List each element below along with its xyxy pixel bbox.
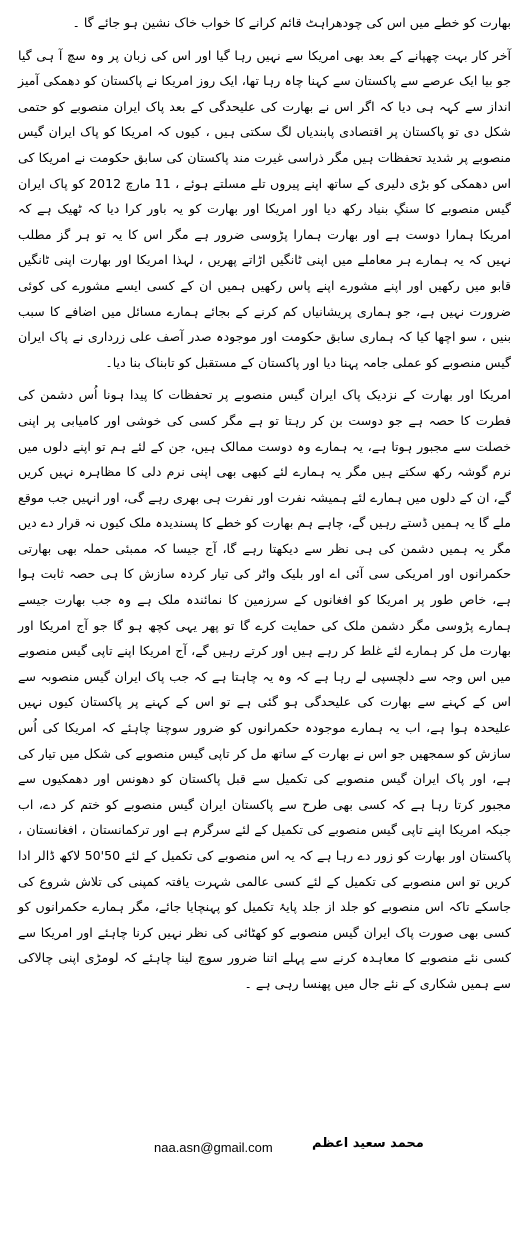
article-paragraph: آخر کار بہت چھپانے کے بعد بھی امریکا سے نہیں رہا گیا اور اس کی زبان پر وہ سچ آ ہی گیا جو بیا ایک عرصے سے پاکستان سے کہنا چاہ رہا تھا، ایک روز امریکا نے پاکستان کو دھمکی آمیز انداز سے کہہ ہی دیا کہ اگر اس نے بھارت کی علیحدگی کے بعد پاک ایران منصوبے کو حتمی شکل دی تو پاکستان پر اقتصادی پابندیاں لگ سکتی ہیں ، کیوں کہ امریکا کو پاک ایران گیس منصوبے پر شدید تحفظات ہیں مگر ذراسی غیرت مند پاکستان کی سابق حکومت نے امریکا کی اس دھمکی کو بڑی دلیری کے ساتھ اپنے پیروں تلے مسلتے ہوئے ، 11 مارچ 2012 کو پاک ایران گیس منصوبے کا سنگِ بنیاد رکھ دیا اور امریکا اور بھارت کو یہ باور کرا دیا کہ ٹھیک ہے کہ امریکا ہمارا دوست ہے اور بھارت ہمارا پڑوسی ضرور ہے مگر اس کا یہ تو ہر گز مطلب نہیں کہ یہ ہمارے ہر معاملے میں اپنی ٹانگیں اڑاتے پھریں ، لہذا امریکا اور بھارت اپنی ٹانگیں قابو میں رکھیں اور اپنے مشورے اپنے پاس رکھیں ہمیں ان کے کسی ایسے مشورے کی کوئی ضرورت نہیں ہے، جو ہماری پریشانیاں کم کرنے کے بجائے ہمارے مسائل میں اضافے کا سبب بنیں ، سو اچھا کیا کہ ہماری سابق حکومت اور موجودہ صدر آصف علی زرداری نے پاک ایران گیس منصوبے کو عملی جامہ پہنا دیا اور پاکستان کے مستقبل کو تابناک بنا دیا۔ [18,47,511,370]
article-body [18,10,511,997]
article-signature [0,1134,529,1164]
article-intro-line: بھارت کو خطے میں اس کی چودھراہٹ قائم کرانے کا خواب خاک نشین ہو جائے گا ۔ [72,15,511,30]
author-email: naa.asn@gmail.com [154,1140,273,1155]
article-paragraph: امریکا اور بھارت کے نزدیک پاک ایران گیس منصوبے پر تحفظات کا پیدا ہونا اُس دشمن کی فطرت کا حصہ ہے جو دوست بن کر رہتا تو ہے مگر کسی کی خوشی اور کامیابی پر اپنی خصلت سے مجبور ہوتا ہے، یہ ہمارے وہ دوست ممالک ہیں، جن کے لئے ہم تو اپنے دلوں میں نرم گوشہ رکھ سکتے ہیں مگر یہ ہمارے لئے کبھی بھی اپنی نرم دلی کا مظاہرہ نہیں کریں گے، ان کے دلوں میں ہمارے لئے ہمیشہ نفرت اور نفرت ہی بھری رہے گی، اور انہیں جب موقع ملے گا یہ ہمیں ڈستے رہیں گے، چاہے ہم بھارت کو خطے کا پسندیدہ ملک کیوں نہ قرار دے دیں مگر یہ ہمیں دشمن کی ہی نظر سے دیکھتا رہے گا، آج جیسا کہ ممبئی حملہ بھی بھارتی حکمرانوں اور امریکی سی آئی اے اور بلیک واٹر کی تیار کردہ سازش کا ہی حصہ ثابت ہوا ہے، خاص طور پر امریکا کو افغانوں کے سرزمین کا نمائندہ ملک ہے وہ جب بھارت جیسے ہمارے پڑوسی مگر دشمن ملک کی حمایت کرے گا تو پھر یہی کچھ ہو گا جو آج امریکا اور بھارت مل کر ہمارے لئے غلط کر رہے ہیں اور کرتے رہیں گے، آج امریکا اپنے تاپی گیس منصوبے میں اس وجہ سے دلچسپی لے رہا ہے کہ وہ یہ چاہتا ہے کہ جب پاک ایران گیس منصوبہ سے اس کے کہنے سے بھارت کی علیحدگی ہو گئی ہے تو اس کے کہنے پر پاکستان کیوں نہیں علیحدہ ہوا ہے، اب یہ ہمارے موجودہ حکمرانوں کو ضرور سوچنا چاہئے کہ امریکا کی اُس سازش کو سمجھیں جو اس نے بھارت کے ساتھ مل کر تاپی گیس منصوبے کی شکل میں تیار کی ہے، اور پاک ایران گیس منصوبے کی تکمیل سے قبل پاکستان کو دھونس اور دھمکیوں سے مجبور کرتا رہا ہے کہ کسی بھی طرح سے پاکستان ایران گیس منصوبے کو ختم کر دے، اب جبکہ امریکا اپنے تاپی گیس منصوبے کی تکمیل کے لئے سرگرم ہے اور ترکمانستان ، افغانستان ، پاکستان اور بھارت کو زور دے رہا ہے کہ یہ اس منصوبے کی تکمیل کے لئے 50'50 لاکھ ڈالر ادا کریں تو اس منصوبے کی تکمیل کے لئے کسی عالمی شہرت یافتہ کمپنی کی تلاش شروع کی جاسکے تاکہ اس منصوبے کو جلد از جلد پایۂ تکمیل کو پہنچایا جائے، مگر ہمارے حکمرانوں کو کسی بھی صورت پاک ایران گیس منصوبے کو کھٹائی کی نظر نہیں کرنا چاہئے اور امریکا سے کسی نئے منصوبے کا معاہدہ کرنے سے پہلے اتنا ضرور سوچ لینا چاہئے کہ لومڑی اپنی چالاکی سے ہمیں شکاری کے نئے جال میں پھنسا رہی ہے ۔ [18,387,511,991]
author-name: محمد سعید اعظم [312,1136,424,1151]
